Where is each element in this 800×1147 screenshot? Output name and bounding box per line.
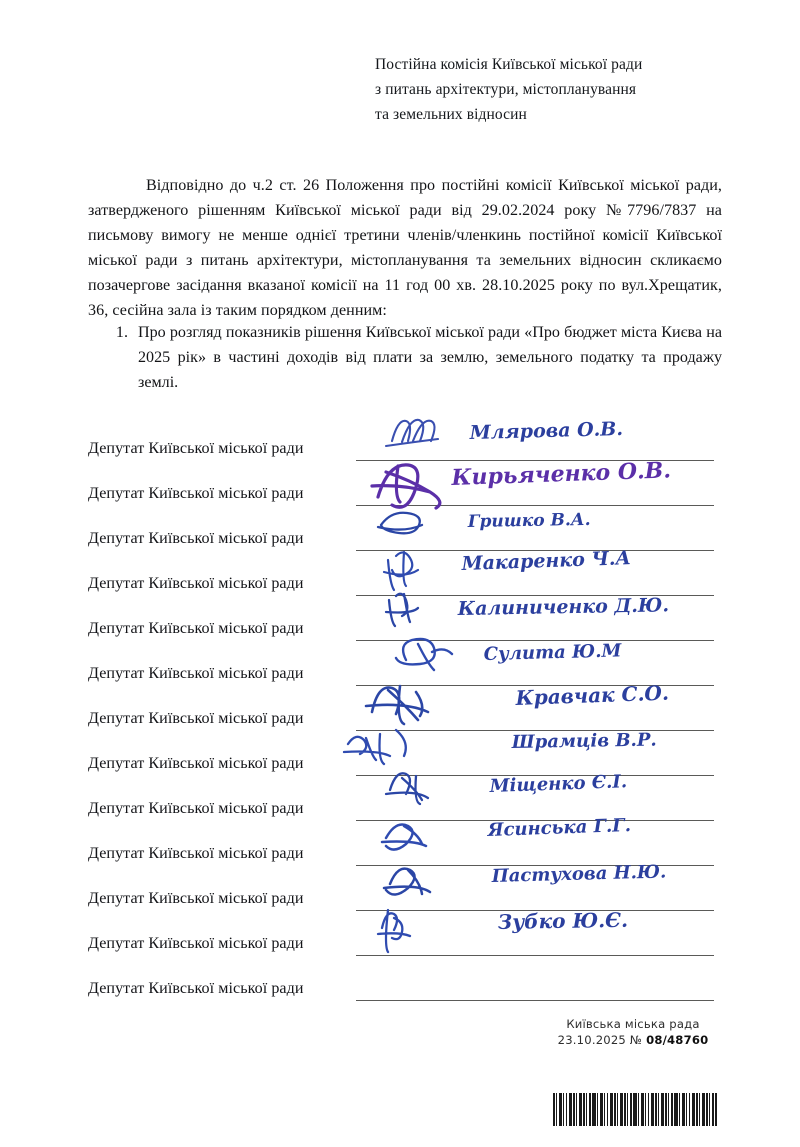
- signature-line[interactable]: [356, 910, 714, 911]
- signature-name: Калиниченко Д.Ю.: [457, 594, 670, 620]
- agenda-item-number: 1.: [115, 324, 128, 341]
- agenda-item: [110, 320, 722, 395]
- signature-line[interactable]: [356, 550, 714, 551]
- signature-name: Шрамців В.Р.: [511, 729, 657, 753]
- signature-row: [88, 465, 722, 510]
- signature-name: Сулита Ю.М: [483, 640, 622, 665]
- document-header: [375, 52, 735, 127]
- signature-row: [88, 555, 722, 600]
- signature-row: [88, 960, 722, 1005]
- signature-line[interactable]: [356, 1000, 714, 1001]
- stamp-number-prefix: №: [629, 1033, 647, 1048]
- signature-label: Депутат Київської міської ради: [88, 439, 304, 457]
- signature-name: Зубко Ю.Є.: [497, 907, 629, 934]
- agenda-list: [110, 320, 722, 395]
- signature-row: [88, 417, 722, 465]
- signature-row: [88, 825, 722, 870]
- signature-name: Кравчак С.О.: [515, 680, 670, 710]
- signature-label: Депутат Київської міської ради: [88, 709, 304, 727]
- signature-line[interactable]: [356, 640, 714, 641]
- signature-label: Депутат Київської міської ради: [88, 529, 304, 547]
- stamp-number-line: [548, 1032, 718, 1048]
- signature-line[interactable]: [356, 955, 714, 956]
- signature-row: [88, 600, 722, 645]
- signature-name: Гришко В.А.: [467, 509, 591, 532]
- header-line-2: з питань архітектури, містопланування: [375, 81, 637, 99]
- agenda-item-text: Про розгляд показників рішення Київської міської ради «Про бюджет міста Києва на 2025 рік» в частині доходів від плати за землю, земельного податку та продажу землі.: [138, 324, 722, 392]
- signature-name: Млярова О.В.: [469, 417, 624, 444]
- signature-line[interactable]: [356, 685, 714, 686]
- signature-row: [88, 690, 722, 735]
- signature-line[interactable]: [356, 775, 714, 776]
- signature-list: [88, 417, 722, 1005]
- registration-stamp: [548, 1016, 718, 1049]
- signature-row: [88, 780, 722, 825]
- signature-line[interactable]: [356, 865, 714, 866]
- signature-name: Макаренко Ч.А: [461, 547, 632, 575]
- signature-label: Депутат Київської міської ради: [88, 664, 304, 682]
- signature-label: Депутат Київської міської ради: [88, 574, 304, 592]
- signature-line[interactable]: [356, 595, 714, 596]
- signature-label: Депутат Київської міської ради: [88, 979, 304, 997]
- signature-line[interactable]: [356, 505, 714, 506]
- signature-row: [88, 645, 722, 690]
- signature-line[interactable]: [356, 730, 714, 731]
- signature-label: Депутат Київської міської ради: [88, 619, 304, 637]
- signature-name: Кирьяченко О.В.: [451, 457, 672, 491]
- stamp-number: 08/48760: [646, 1033, 709, 1048]
- signature-name: Міщенко Є.І.: [489, 771, 628, 797]
- signature-label: Депутат Київської міської ради: [88, 889, 304, 907]
- signature-label: Депутат Київської міської ради: [88, 799, 304, 817]
- stamp-organization: Київська міська рада: [566, 1017, 700, 1031]
- signature-row: [88, 915, 722, 960]
- header-line-3: та земельних відносин: [375, 106, 527, 124]
- signature-label: Депутат Київської міської ради: [88, 484, 304, 502]
- signature-label: Депутат Київської міської ради: [88, 844, 304, 862]
- signature-line[interactable]: [356, 820, 714, 821]
- signature-row: [88, 870, 722, 915]
- signature-row: [88, 510, 722, 555]
- barcode: [553, 1093, 717, 1126]
- signature-row: [88, 735, 722, 780]
- signature-name: Ясинська Г.Г.: [487, 815, 632, 841]
- signature-name: Пастухова Н.Ю.: [491, 861, 667, 887]
- signature-label: Депутат Київської міської ради: [88, 934, 304, 952]
- signature-line[interactable]: [356, 460, 714, 461]
- signature-label: Депутат Київської міської ради: [88, 754, 304, 772]
- stamp-date: 23.10.2025: [557, 1033, 627, 1048]
- body-paragraph: Відповідно до ч.2 ст. 26 Положення про постійні комісії Київської міської ради, затвердженого рішенням Київської міської ради від 29.02.2024 року №7796/7837 на письмову вимогу не менше однієї третини членів/членкинь постійної комісії Київської міської ради з питань архітектури, містопланування та земельних відносин скликаємо позачергове засідання вказаної комісії на 11 год 00 хв. 28.10.2025 року по вул.Хрещатик, 36, сесійна зала із таким порядком денним:: [88, 177, 722, 320]
- header-line-1: Постійна комісія Київської міської ради: [375, 56, 643, 73]
